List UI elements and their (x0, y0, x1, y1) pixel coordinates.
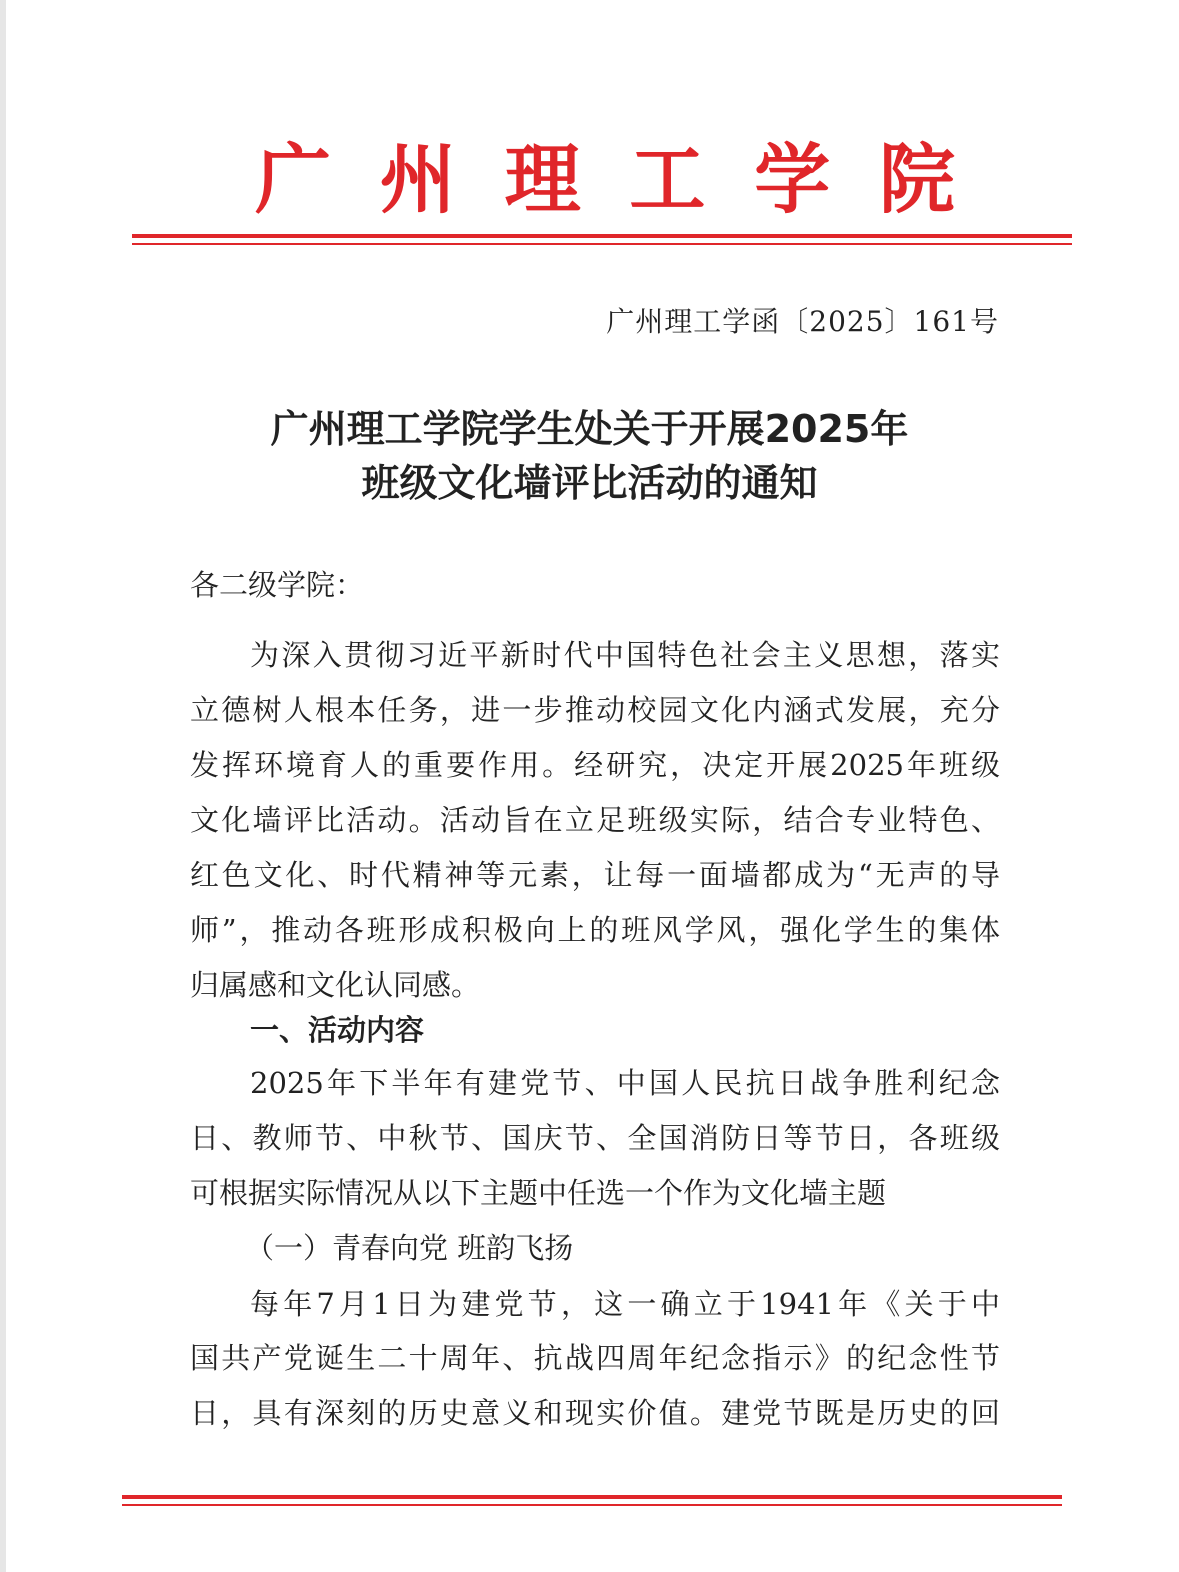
footer-rule-thin (122, 1504, 1062, 1506)
paragraph-line: 日，具有深刻的历史意义和现实价值。建党节既是历史的回 (190, 1396, 1000, 1430)
document-title-line1: 广州理工学院学生处关于开展2025年 (270, 407, 909, 451)
salutation: 各二级学院： (190, 568, 365, 602)
paragraph-line: 发挥环境育人的重要作用。经研究，决定开展2025年班级 (190, 748, 1000, 782)
paragraph-line: 为深入贯彻习近平新时代中国特色社会主义思想，落实 (250, 638, 1000, 672)
paragraph-line: 归属感和文化认同感。 (190, 968, 481, 1002)
header-rule-thick (132, 234, 1072, 238)
paragraph-line: 2025年下半年有建党节、中国人民抗日战争胜利纪念 (250, 1066, 1000, 1100)
paragraph-line: 红色文化、时代精神等元素，让每一面墙都成为“无声的导 (190, 858, 1000, 892)
paragraph-line: 每年7月1日为建党节，这一确立于1941年《关于中 (250, 1287, 1000, 1321)
paragraph-line: 日、教师节、中秋节、国庆节、全国消防日等节日，各班级 (190, 1121, 1000, 1155)
subsection-heading: （一）青春向党 班韵飞扬 (245, 1231, 574, 1265)
paragraph-line: 文化墙评比活动。活动旨在立足班级实际，结合专业特色、 (190, 803, 1000, 837)
masthead-institution: 广州理工学院 (255, 135, 955, 224)
scan-edge (0, 0, 6, 1572)
paragraph-line: 可根据实际情况从以下主题中任选一个作为文化墙主题 (190, 1176, 887, 1210)
document-title-line2: 班级文化墙评比活动的通知 (361, 461, 818, 505)
paragraph-line: 立德树人根本任务，进一步推动校园文化内涵式发展，充分 (190, 693, 1000, 727)
paragraph-line: 国共产党诞生二十周年、抗战四周年纪念指示》的纪念性节 (190, 1341, 1000, 1375)
paragraph-line: 师”，推动各班形成积极向上的班风学风，强化学生的集体 (190, 913, 1000, 947)
footer-rule-thick (122, 1495, 1062, 1499)
document-number: 广州理工学函〔2025〕161号 (606, 305, 999, 338)
section-heading: 一、活动内容 (250, 1013, 425, 1047)
header-rule-thin (132, 243, 1072, 245)
